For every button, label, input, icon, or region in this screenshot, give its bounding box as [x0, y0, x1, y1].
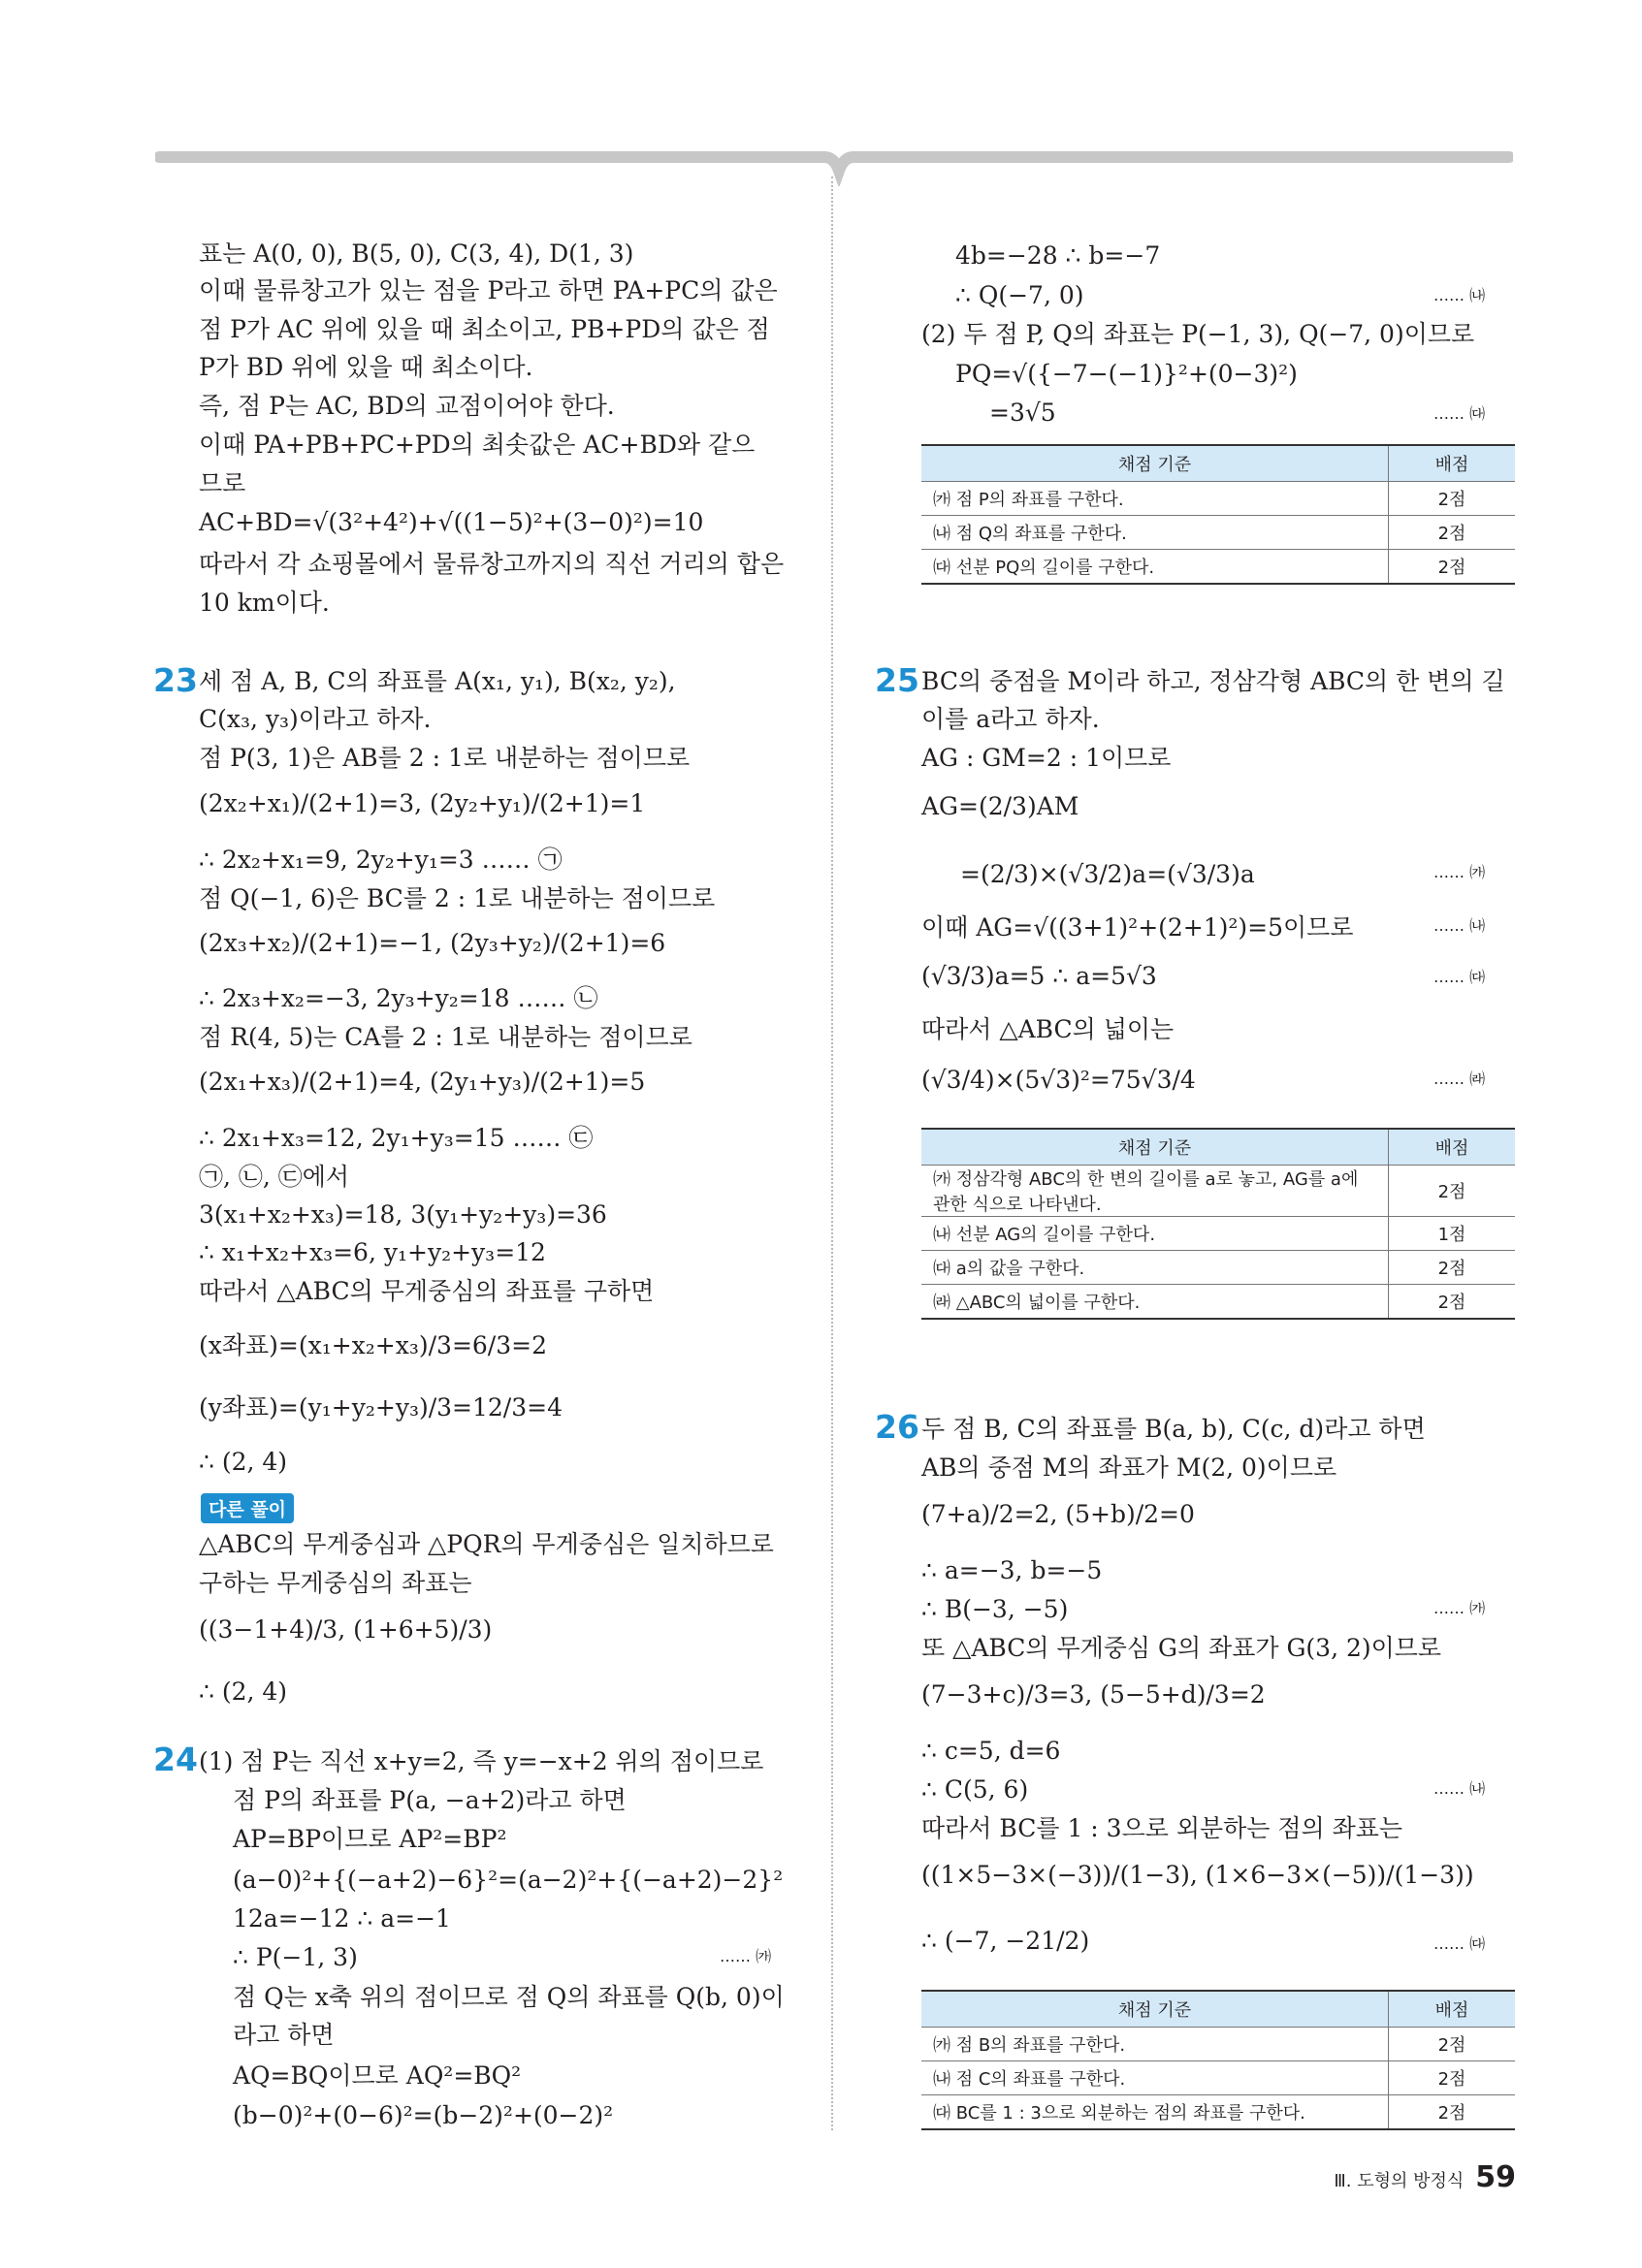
text-line: (2x₁+x₃)/(2+1)=4, (2y₁+y₃)/(2+1)=5 [199, 1068, 646, 1096]
text-line: =3√5 [989, 399, 1056, 427]
top-divider-bar [155, 147, 1513, 186]
column-divider [831, 176, 833, 2130]
text-line: AP=BP이므로 AP²=BP² [233, 1825, 507, 1853]
text-line: =(2/3)×(√3/2)a=(√3/3)a [960, 860, 1255, 888]
text-line: 따라서 △ABC의 무게중심의 좌표를 구하면 [199, 1277, 655, 1305]
grading-table-24 [921, 444, 1515, 585]
text-line: 세 점 A, B, C의 좌표를 A(x₁, y₁), B(x₂, y₂), [199, 667, 676, 695]
table-row [921, 482, 1515, 516]
text-line: 12a=−12 ∴ a=−1 [233, 1904, 451, 1933]
text-line: △ABC의 무게중심과 △PQR의 무게중심은 일치하므로 [199, 1530, 774, 1558]
text-line: 라고 하면 [233, 2021, 335, 2049]
text-line: (2x₃+x₂)/(2+1)=−1, (2y₃+y₂)/(2+1)=6 [199, 929, 666, 957]
text-line: 10 km이다. [199, 589, 330, 617]
text-line: AG=(2/3)AM [921, 792, 1079, 820]
text-line: (7−3+c)/3=3, (5−5+d)/3=2 [921, 1680, 1266, 1709]
text-line: AG : GM=2 : 1이므로 [921, 744, 1172, 772]
criteria-cell: ㈏ 점 C의 좌표를 구한다. [921, 2061, 1389, 2095]
text-line: ∴ B(−3, −5) [921, 1595, 1069, 1623]
step-marker: …… ㈏ [1433, 916, 1486, 935]
text-line: 구하는 무게중심의 좌표는 [199, 1569, 472, 1597]
step-marker: …… ㈏ [1433, 1779, 1486, 1798]
points-cell: 2점 [1389, 2095, 1516, 2130]
step-marker: …… ㈐ [1433, 1934, 1486, 1953]
points-cell: 2점 [1389, 482, 1516, 516]
marker-na: …… ㈏ [1433, 286, 1486, 304]
step-marker: …… ㈎ [1433, 863, 1486, 881]
criteria-cell: ㈎ 점 P의 좌표를 구한다. [921, 482, 1389, 516]
text-line: 따라서 BC를 1 : 3으로 외분하는 점의 좌표는 [921, 1814, 1403, 1842]
text-line: 점 P(3, 1)은 AB를 2 : 1로 내분하는 점이므로 [199, 744, 691, 772]
text-line: AC+BD=√(3²+4²)+√((1−5)²+(3−0)²)=10 [199, 508, 704, 536]
text-line: ((3−1+4)/3, (1+6+5)/3) [199, 1615, 493, 1644]
page-number: 59 [1475, 2160, 1516, 2194]
text-line: (2) 두 점 P, Q의 좌표는 P(−1, 3), Q(−7, 0)이므로 [921, 320, 1475, 348]
text-line: ∴ (2, 4) [199, 1677, 288, 1706]
table-row [921, 1251, 1515, 1285]
text-line: ∴ C(5, 6) [921, 1775, 1029, 1804]
text-line: PQ=√({−7−(−1)}²+(0−3)²) [955, 360, 1298, 388]
grading-table-25 [921, 1128, 1515, 1320]
text-line: 점 R(4, 5)는 CA를 2 : 1로 내분하는 점이므로 [199, 1023, 692, 1051]
criteria-cell: ㈐ BC를 1 : 3으로 외분하는 점의 좌표를 구한다. [921, 2095, 1389, 2130]
text-line: ((1×5−3×(−3))/(1−3), (1×6−3×(−5))/(1−3)) [921, 1861, 1474, 1889]
text-line: 이때 물류창고가 있는 점을 P라고 하면 PA+PC의 값은 [199, 276, 778, 304]
header-criteria: 채점 기준 [921, 1991, 1389, 2028]
text-line: 이때 PA+PB+PC+PD의 최솟값은 AC+BD와 같으 [199, 431, 756, 459]
text-line: ∴ (−7, −21/2) [921, 1927, 1090, 1955]
criteria-cell: ㈐ 선분 PQ의 길이를 구한다. [921, 550, 1389, 585]
header-criteria: 채점 기준 [921, 445, 1389, 482]
marker-da: …… ㈐ [1433, 404, 1486, 423]
text-line: 따라서 △ABC의 넓이는 [921, 1015, 1175, 1043]
text-line: ∴ c=5, d=6 [921, 1737, 1061, 1765]
text-line: (2x₂+x₁)/(2+1)=3, (2y₂+y₁)/(2+1)=1 [199, 789, 646, 817]
step-marker: …… ㈎ [1433, 1599, 1486, 1617]
text-line: BC의 중점을 M이라 하고, 정삼각형 ABC의 한 변의 길 [921, 667, 1505, 695]
problem-number-24: 24 [153, 1741, 198, 1778]
points-cell: 2점 [1389, 1285, 1516, 1320]
header-points: 배점 [1389, 1991, 1516, 2028]
text-line: AQ=BQ이므로 AQ²=BQ² [233, 2061, 522, 2090]
points-cell: 2점 [1389, 2028, 1516, 2061]
page-footer [1334, 2160, 1516, 2194]
text-line: (√3/3)a=5 ∴ a=5√3 [921, 962, 1157, 990]
text-line: 표는 A(0, 0), B(5, 0), C(3, 4), D(1, 3) [199, 240, 634, 268]
text-line: 점 P가 AC 위에 있을 때 최소이고, PB+PD의 값은 점 [199, 315, 770, 343]
table-row [921, 1166, 1515, 1217]
section-title: Ⅲ. 도형의 방정식 [1334, 2171, 1465, 2191]
text-line: ∴ 2x₃+x₂=−3, 2y₃+y₂=18 …… ㉡ [199, 984, 598, 1012]
header-points: 배점 [1389, 1129, 1516, 1166]
marker-ga: …… ㈎ [720, 1947, 772, 1965]
grading-table-26 [921, 1990, 1515, 2130]
header-criteria: 채점 기준 [921, 1129, 1389, 1166]
text-line: 따라서 각 쇼핑몰에서 물류창고까지의 직선 거리의 합은 [199, 550, 785, 578]
text-line: (√3/4)×(5√3)²=75√3/4 [921, 1066, 1196, 1094]
problem-number-25: 25 [875, 661, 919, 699]
points-cell: 2점 [1389, 2061, 1516, 2095]
text-line: ∴ x₁+x₂+x₃=6, y₁+y₂+y₃=12 [199, 1238, 546, 1266]
points-cell: 2점 [1389, 1166, 1516, 1217]
criteria-cell: ㈐ a의 값을 구한다. [921, 1251, 1389, 1285]
text-line: ∴ (2, 4) [199, 1448, 288, 1476]
criteria-cell: ㈎ 점 B의 좌표를 구한다. [921, 2028, 1389, 2061]
text-line: (a−0)²+{(−a+2)−6}²=(a−2)²+{(−a+2)−2}² [233, 1866, 784, 1894]
text-line: ∴ 2x₂+x₁=9, 2y₂+y₁=3 …… ㉠ [199, 846, 563, 874]
text-line: 이때 AG=√((3+1)²+(2+1)²)=5이므로 [921, 913, 1354, 942]
text-line: (b−0)²+(0−6)²=(b−2)²+(0−2)² [233, 2101, 614, 2129]
table-row [921, 550, 1515, 585]
text-line: 점 P의 좌표를 P(a, −a+2)라고 하면 [233, 1786, 627, 1814]
table-row [921, 1285, 1515, 1320]
text-line: AB의 중점 M의 좌표가 M(2, 0)이므로 [921, 1453, 1337, 1482]
text-line: ∴ P(−1, 3) [233, 1943, 358, 1971]
text-line: 3(x₁+x₂+x₃)=18, 3(y₁+y₂+y₃)=36 [199, 1200, 607, 1229]
text-line: 므로 [199, 469, 246, 497]
table-row [921, 516, 1515, 550]
table-row [921, 2061, 1515, 2095]
text-line: ㉠, ㉡, ㉢에서 [199, 1163, 350, 1191]
text-line: 두 점 B, C의 좌표를 B(a, b), C(c, d)라고 하면 [921, 1415, 1426, 1443]
text-line: P가 BD 위에 있을 때 최소이다. [199, 353, 533, 381]
text-line: ∴ a=−3, b=−5 [921, 1556, 1103, 1584]
text-line: 4b=−28 ∴ b=−7 [955, 241, 1161, 270]
problem-number-26: 26 [875, 1408, 919, 1446]
criteria-cell: ㈏ 점 Q의 좌표를 구한다. [921, 516, 1389, 550]
text-line: 즉, 점 P는 AC, BD의 교점이어야 한다. [199, 392, 615, 420]
criteria-cell: ㈑ △ABC의 넓이를 구한다. [921, 1285, 1389, 1320]
header-points: 배점 [1389, 445, 1516, 482]
text-line: C(x₃, y₃)이라고 하자. [199, 705, 432, 733]
table-row [921, 2095, 1515, 2130]
text-line: (x좌표)=(x₁+x₂+x₃)/3=6/3=2 [199, 1331, 547, 1359]
text-line: ∴ Q(−7, 0) [955, 281, 1084, 309]
step-marker: …… ㈐ [1433, 968, 1486, 986]
text-line: (1) 점 P는 직선 x+y=2, 즉 y=−x+2 위의 점이므로 [199, 1747, 764, 1775]
points-cell: 2점 [1389, 1251, 1516, 1285]
table-row [921, 2028, 1515, 2061]
criteria-cell: ㈏ 선분 AG의 길이를 구한다. [921, 1217, 1389, 1251]
problem-number-23: 23 [153, 661, 198, 699]
text-line: (7+a)/2=2, (5+b)/2=0 [921, 1500, 1195, 1528]
text-line: 점 Q(−1, 6)은 BC를 2 : 1로 내분하는 점이므로 [199, 884, 716, 912]
text-line: ∴ 2x₁+x₃=12, 2y₁+y₃=15 …… ㉢ [199, 1124, 594, 1152]
criteria-cell: ㈎ 정삼각형 ABC의 한 변의 길이를 a로 놓고, AG를 a에 관한 식으로 나타낸다. [921, 1166, 1389, 1217]
points-cell: 2점 [1389, 550, 1516, 585]
text-line: 또 △ABC의 무게중심 G의 좌표가 G(3, 2)이므로 [921, 1634, 1442, 1662]
points-cell: 1점 [1389, 1217, 1516, 1251]
text-line: 점 Q는 x축 위의 점이므로 점 Q의 좌표를 Q(b, 0)이 [233, 1983, 785, 2011]
text-line: (y좌표)=(y₁+y₂+y₃)/3=12/3=4 [199, 1393, 563, 1421]
points-cell: 2점 [1389, 516, 1516, 550]
step-marker: …… ㈑ [1433, 1070, 1486, 1088]
alt-solution-badge: 다른 풀이 [201, 1493, 294, 1523]
text-line: 이를 a라고 하자. [921, 705, 1100, 733]
table-row [921, 1217, 1515, 1251]
